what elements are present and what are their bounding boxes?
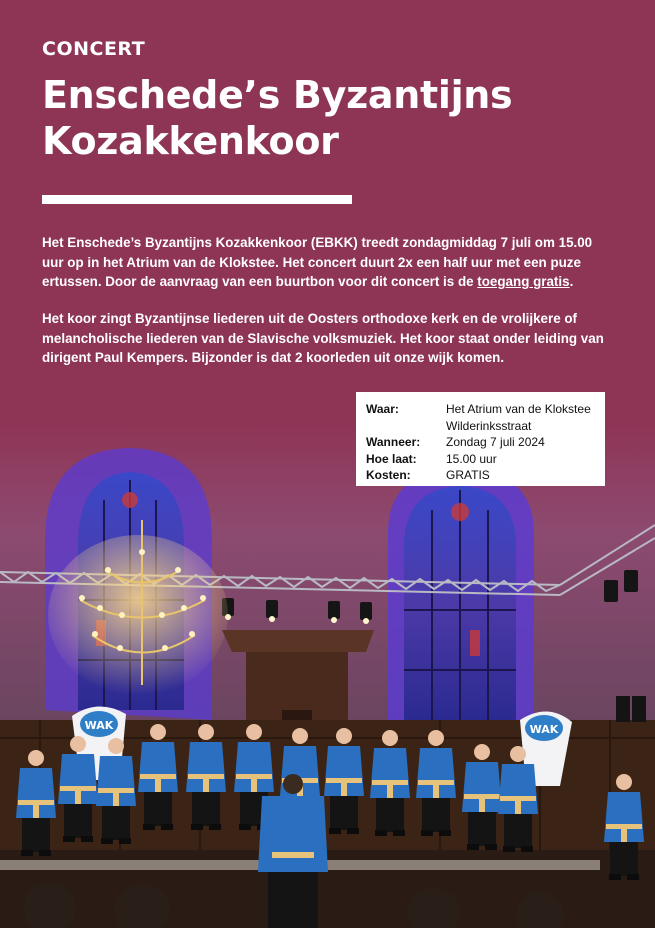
title-underline — [42, 195, 352, 204]
choir-photo — [0, 420, 655, 928]
speaker-left — [616, 696, 630, 722]
info-value: Het Atrium van de Klokstee — [446, 402, 591, 416]
info-value: GRATIS — [446, 468, 490, 482]
info-value: 15.00 uur — [446, 451, 497, 466]
choir-photo-illustration — [0, 420, 655, 928]
info-label: Wanneer: — [366, 435, 421, 449]
info-value: Zondag 7 juli 2024 — [446, 435, 545, 449]
eyebrow-label: CONCERT — [42, 38, 146, 60]
info-label — [366, 418, 446, 435]
info-label: Hoe laat: — [366, 451, 417, 466]
chandelier-glow — [48, 535, 228, 695]
info-row-street — [366, 418, 595, 435]
intro-end: . — [569, 274, 574, 289]
info-value: Wilderinksstraat — [446, 418, 532, 433]
intro-paragraph — [42, 233, 617, 292]
info-row-where — [366, 401, 595, 418]
event-info-box — [356, 392, 605, 486]
choir-paragraph: Het koor zingt Byzantijnse liederen uit de Oosters orthodoxe kerk en de vrolijkere of melancholische liederen van de Slavische volksmuziek. Het koor staat onder leiding van dirigent Paul Kempers. Bijzonder is dat 2 koorleden uit onze wijk komen. — [42, 311, 604, 365]
info-row-time — [366, 451, 595, 468]
info-row-when — [366, 434, 595, 451]
banner-logo-text-right: WAK — [529, 723, 559, 736]
banner-logo-text-left: WAK — [84, 719, 114, 732]
page-title: Enschede’s Byzantijns Kozakkenkoor — [42, 73, 513, 163]
speaker-right — [632, 696, 646, 722]
pulpit-canopy — [222, 630, 374, 652]
info-row-cost — [366, 467, 595, 484]
info-label: Kosten: — [366, 468, 411, 482]
conductor — [258, 774, 328, 928]
info-label: Waar: — [366, 402, 399, 416]
free-entry-link[interactable]: toegang gratis — [477, 274, 570, 289]
intro-text: Het Enschede’s Byzantijns Kozakkenkoor (EBKK) treedt zondagmiddag 7 juli om 15.00 uur op in het Atrium van de Klokstee. Het concert duurt 2x een half uur met een puze ertussen. Door de aanvraag van een buurtbon voor dit concert is de — [42, 235, 593, 289]
